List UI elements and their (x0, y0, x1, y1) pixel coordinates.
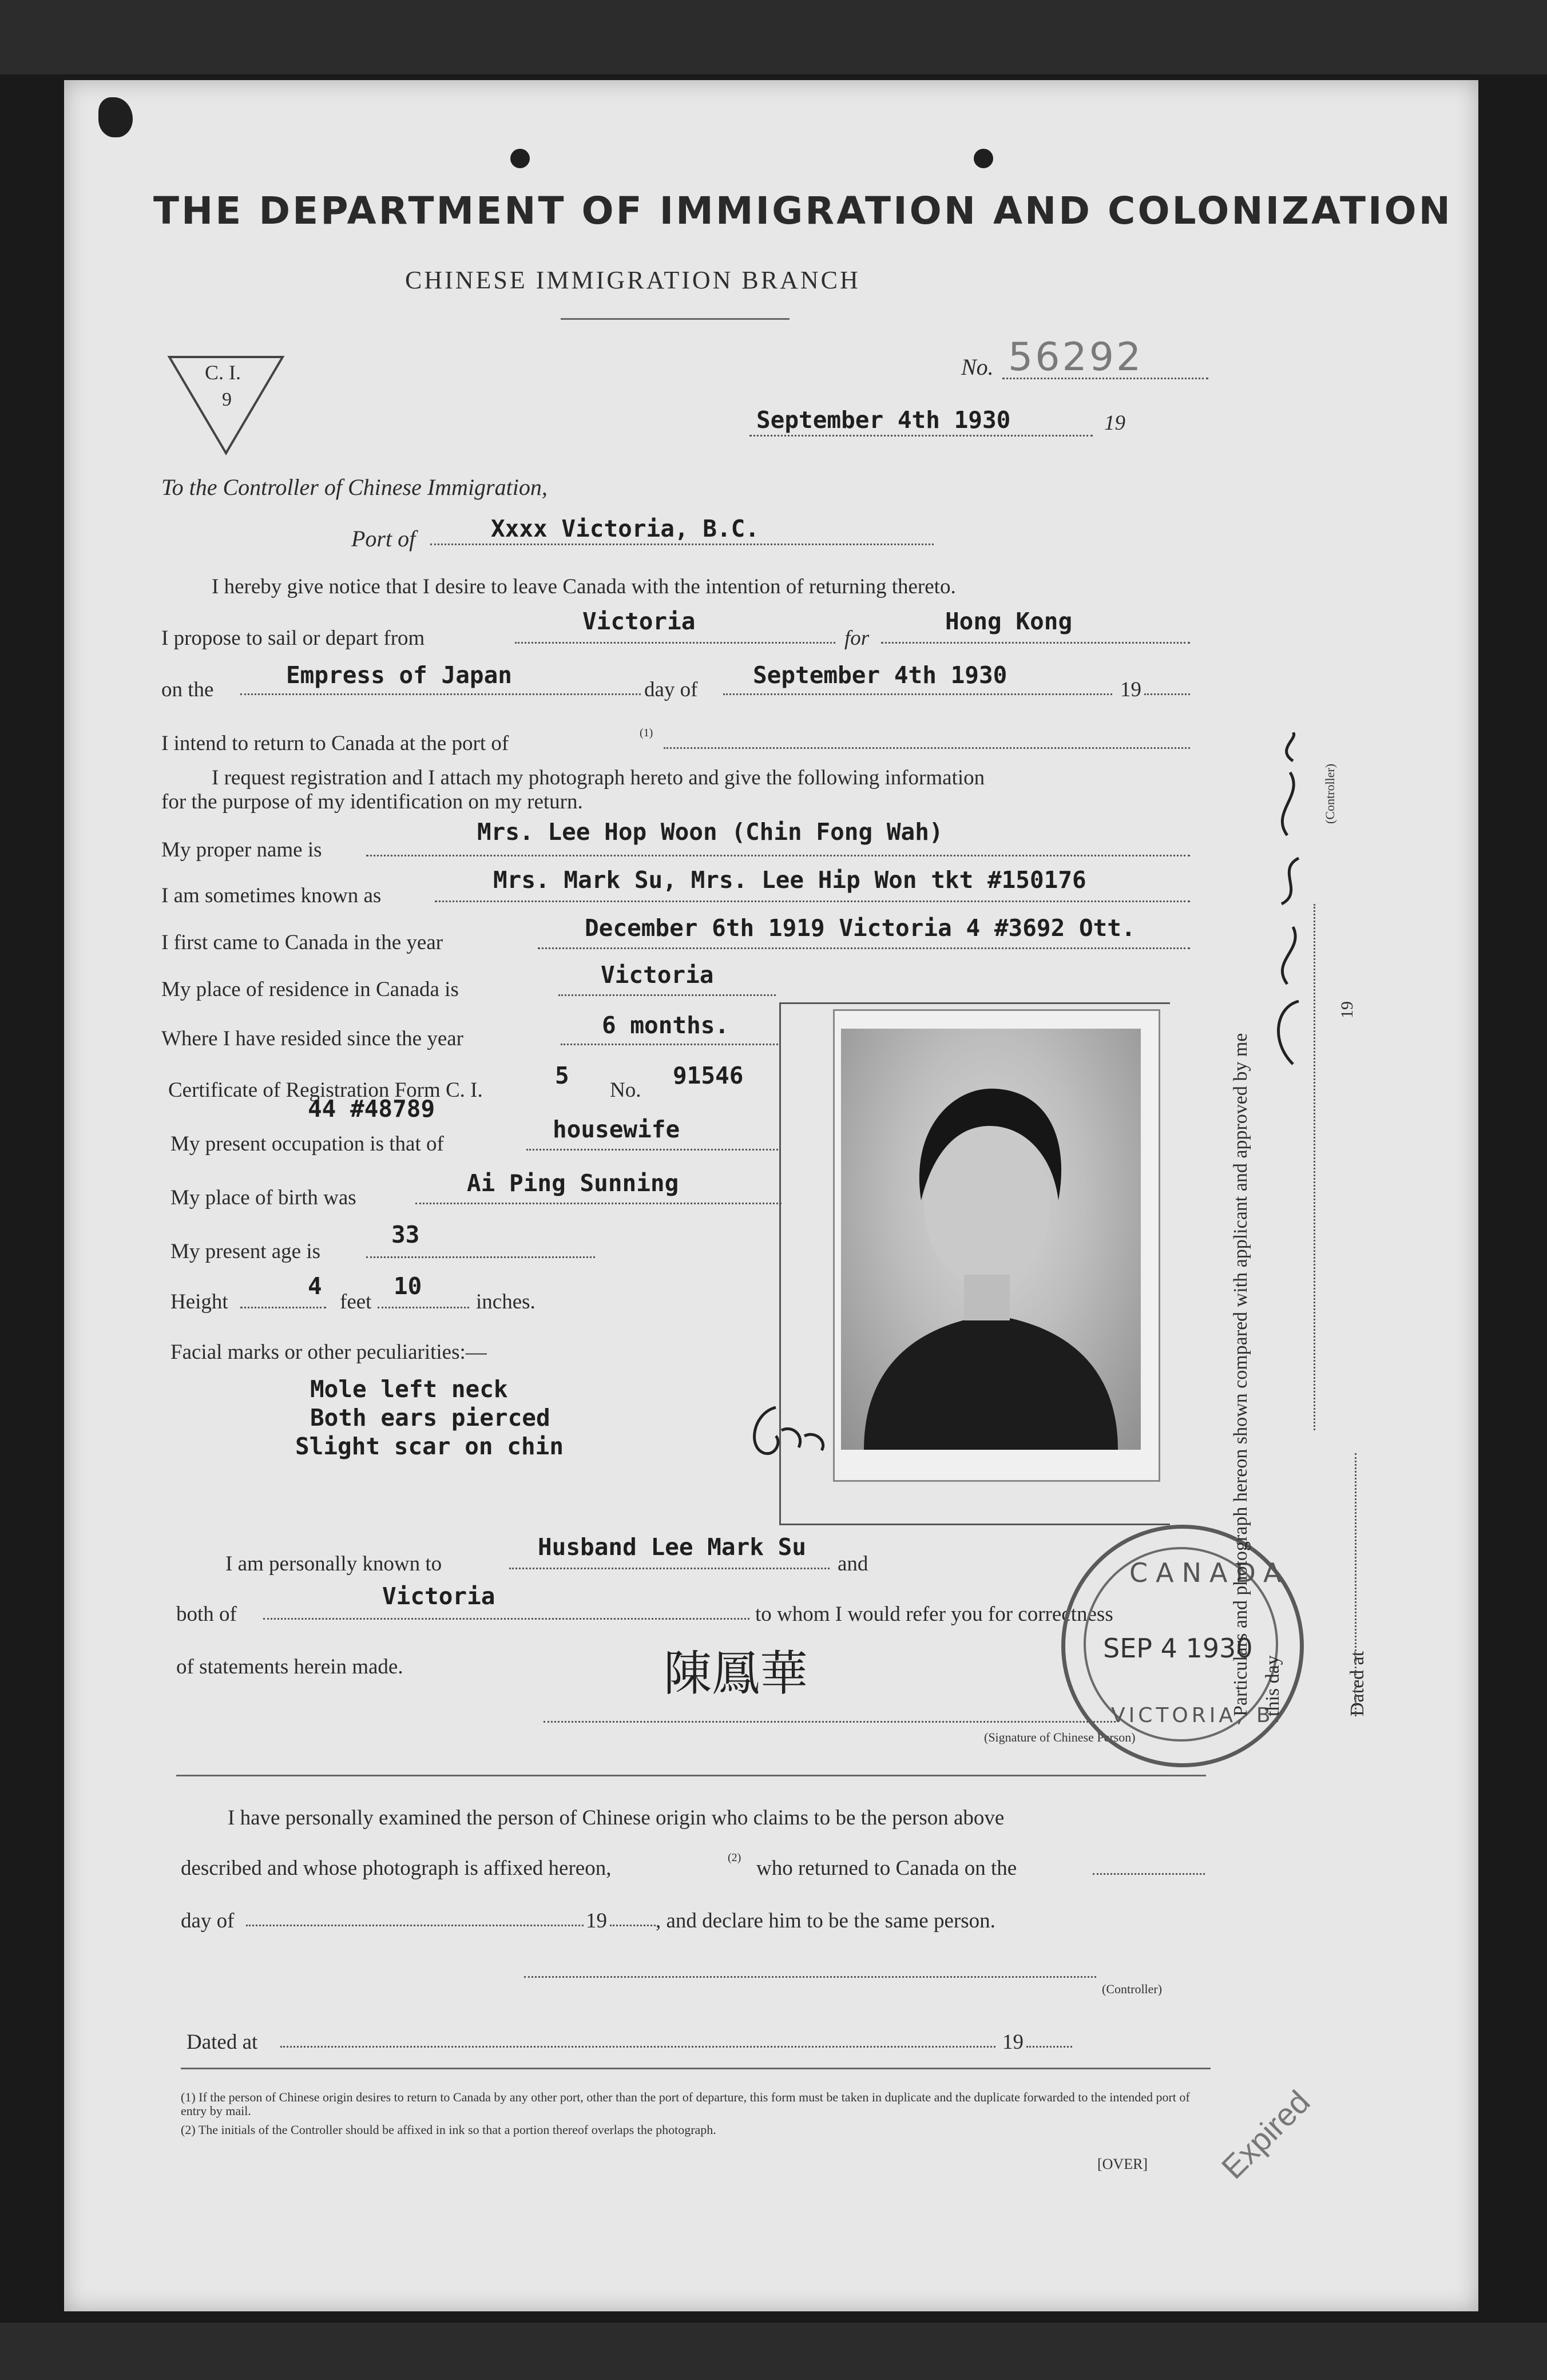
day-of-label: day of (644, 678, 698, 701)
both-of-dots (263, 1618, 749, 1620)
punch-hole (510, 149, 530, 168)
sail-label: I propose to sail or depart from (161, 626, 425, 650)
exam-controller-dots (524, 1976, 1096, 1978)
residence-label: My place of residence in Canada is (161, 978, 459, 1001)
film-band-bottom (0, 2323, 1547, 2380)
first-came-dots (538, 947, 1190, 949)
inches-label: inches. (476, 1290, 536, 1314)
footnote-2: (2) The initials of the Controller should be affixed in ink so that a portion thereof overlaps the photograph. (181, 2123, 716, 2137)
sail-from-dots (515, 642, 835, 644)
section-separator (176, 1775, 1206, 1776)
residence-dots (558, 994, 776, 996)
age-label: My present age is (170, 1240, 321, 1263)
mark-3: Slight scar on chin (295, 1433, 564, 1460)
branch-title: CHINESE IMMIGRATION BRANCH (405, 266, 860, 294)
known-label: I am personally known to (225, 1552, 442, 1576)
known-place: Victoria (382, 1582, 495, 1610)
age-value: 33 (391, 1221, 420, 1248)
return-port-sup: (1) (640, 727, 653, 739)
department-title: THE DEPARTMENT OF IMMIGRATION AND COLONIZATION (153, 189, 1453, 233)
proper-name: Mrs. Lee Hop Woon (Chin Fong Wah) (477, 818, 943, 846)
height-feet-dots (240, 1307, 326, 1308)
since-dots (561, 1044, 778, 1045)
controller-vertical-caption: (Controller) (1323, 763, 1337, 824)
exam-controller-caption: (Controller) (1102, 1982, 1163, 1996)
postmark-stamp (1061, 1525, 1304, 1767)
return-port-dots (664, 747, 1190, 749)
sidebar-year: 19 (1338, 1001, 1356, 1018)
both-of-label: both of (176, 1602, 237, 1626)
age-dots (366, 1256, 595, 1258)
birth-dots (415, 1203, 782, 1204)
number-dots (1002, 378, 1208, 379)
date-dots (749, 435, 1093, 437)
exam-year-dots (610, 1925, 656, 1926)
known-person-dots (509, 1568, 830, 1569)
form-number: 56292 (1008, 335, 1144, 380)
applicant-photograph (841, 1029, 1141, 1450)
cert-extra: 44 #48789 (308, 1095, 435, 1122)
cert-label: Certificate of Registration Form C. I. (168, 1078, 483, 1102)
height-inches-dots (378, 1307, 469, 1308)
signature-caption: (Signature of Chinese Person) (984, 1730, 1136, 1744)
exam-day-label: day of (181, 1909, 235, 1933)
exam-sup: (2) (728, 1851, 741, 1864)
this-day-vertical-text: this day (1262, 1655, 1283, 1716)
approval-vertical-text: Particulars and photograph hereon shown compared with applicant and approved by me (1230, 1033, 1251, 1716)
day-dots (723, 693, 1112, 695)
mark-2: Both ears pierced (310, 1404, 550, 1431)
exam-dated-year: 19 (1002, 2030, 1024, 2054)
aka-dots (435, 901, 1190, 902)
ship-name: Empress of Japan (286, 661, 512, 689)
exam-line3c: , and declare him to be the same person. (656, 1909, 995, 1933)
occupation-value: housewife (553, 1116, 680, 1143)
height-label: Height (170, 1290, 228, 1314)
known-person: Husband Lee Mark Su (538, 1533, 806, 1561)
controller-signature (1259, 732, 1316, 1076)
mark-1: Mole left neck (310, 1375, 508, 1403)
film-band-top (0, 0, 1547, 74)
over-marker: [OVER] (1097, 2156, 1148, 2172)
residence-value: Victoria (601, 961, 714, 989)
exam-dated-dots (280, 2046, 995, 2048)
sail-day-value: September 4th 1930 (753, 661, 1007, 689)
statements-label: of statements herein made. (176, 1655, 403, 1679)
first-came-value: December 6th 1919 Victoria 4 #3692 Ott. (585, 914, 1136, 942)
return-port-label: I intend to return to Canada at the port of (161, 732, 509, 755)
since-label: Where I have resided since the year (161, 1027, 463, 1050)
date-year-suffix: 19 (1104, 411, 1125, 435)
form-code-line2: 9 (222, 389, 232, 410)
height-feet: 4 (308, 1272, 322, 1300)
cert-no: 91546 (673, 1062, 744, 1089)
height-inches: 10 (394, 1272, 422, 1300)
portrait-silhouette (841, 1029, 1141, 1450)
aka-label: I am sometimes known as (161, 884, 382, 907)
sail-to: Hong Kong (945, 608, 1073, 635)
sail-for-label: for (844, 626, 870, 650)
exam-line2b: who returned to Canada on the (756, 1857, 1017, 1880)
torn-corner (98, 97, 133, 137)
known-and-label: and (838, 1552, 868, 1576)
footnote-1: (1) If the person of Chinese origin desires to return to Canada by any other port, other than the port of departure, this form must be taken in duplicate and the duplicate forwarded to the intended port of entry by mail. (181, 2090, 1190, 2118)
exam-day-dots (246, 1925, 584, 1926)
since-value: 6 months. (602, 1011, 729, 1039)
dated-at-vertical: Dated at (1347, 1651, 1368, 1716)
name-dots (366, 855, 1190, 856)
notice-line: I hereby give notice that I desire to leave Canada with the intention of returning thereto. (212, 575, 956, 598)
exam-return-dots (1093, 1873, 1205, 1875)
sail-year-dots (1144, 693, 1190, 695)
sail-to-dots (881, 642, 1190, 644)
occupation-label: My present occupation is that of (170, 1132, 444, 1156)
addressee-line: To the Controller of Chinese Immigration, (161, 474, 548, 500)
punch-hole (974, 149, 993, 168)
header-rule (561, 318, 790, 320)
form-code-line1: C. I. (205, 361, 241, 384)
port-dots (430, 544, 934, 545)
occupation-dots (526, 1149, 778, 1151)
signature-dots (544, 1721, 1116, 1723)
marks-label: Facial marks or other peculiarities:— (170, 1340, 487, 1364)
aka-value: Mrs. Mark Su, Mrs. Lee Hip Won tkt #150176 (493, 866, 1086, 894)
sail-from: Victoria (582, 608, 696, 635)
on-label: on the (161, 678, 214, 701)
sail-year-suffix: 19 (1120, 678, 1141, 701)
number-label: No. (961, 354, 994, 380)
name-label: My proper name is (161, 838, 322, 862)
port-label: Port of (351, 526, 416, 552)
exam-dated-year-dots (1026, 2046, 1072, 2048)
birth-label: My place of birth was (170, 1186, 356, 1209)
ship-dots (240, 693, 641, 695)
feet-label: feet (340, 1290, 372, 1314)
port-value: Xxxx Victoria, B.C. (491, 515, 759, 542)
stamp-bottom-text: VICTORIA, B. (1111, 1704, 1284, 1727)
stamp-date: SEP 4 1930 (1103, 1633, 1253, 1664)
request-line2: for the purpose of my identification on my return. (161, 790, 583, 814)
cert-form: 5 (555, 1062, 569, 1089)
birth-value: Ai Ping Sunning (467, 1169, 679, 1197)
stamp-top-text: CANADA (1129, 1557, 1290, 1588)
sidebar-dots-lower (1355, 1453, 1356, 1716)
exam-line2a: described and whose photograph is affixed hereon, (181, 1857, 612, 1880)
exam-year: 19 (586, 1909, 607, 1933)
refer-label: to whom I would refer you for correctness (755, 1602, 1113, 1626)
chinese-signature: 陳鳳華 (664, 1645, 808, 1701)
request-line1: I request registration and I attach my photograph hereto and give the following information (212, 766, 985, 790)
expired-stamp: Expired (1214, 2083, 1317, 2186)
controller-initials (741, 1396, 833, 1465)
exam-dated-at: Dated at (187, 2030, 258, 2054)
form-date: September 4th 1930 (756, 406, 1011, 434)
first-came-label: I first came to Canada in the year (161, 931, 443, 954)
exam-line1: I have personally examined the person of Chinese origin who claims to be the person above (228, 1806, 1005, 1830)
cert-no-label: No. (610, 1078, 641, 1102)
footnote-separator (181, 2068, 1211, 2069)
